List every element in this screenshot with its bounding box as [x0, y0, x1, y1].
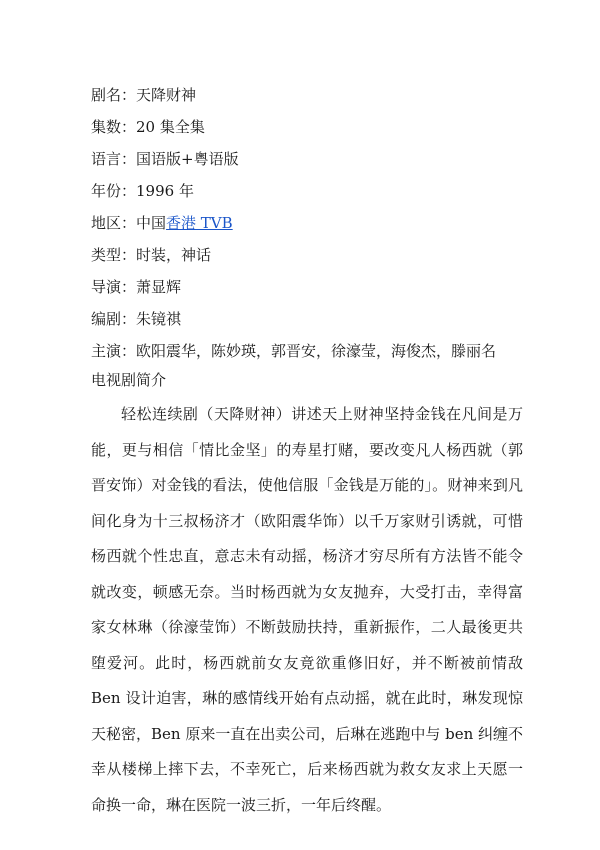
info-value: 国语版+粤语版	[136, 150, 239, 168]
synopsis-heading: 电视剧简介	[91, 371, 167, 389]
info-language-row	[91, 143, 561, 175]
info-value: 萧显辉	[136, 278, 182, 296]
info-value: 朱镜祺	[136, 310, 182, 328]
info-value: 1996 年	[136, 182, 194, 200]
info-cast-row	[91, 335, 561, 367]
info-label: 集数：	[91, 118, 137, 136]
region-link[interactable]: 香港 TVB	[166, 214, 233, 232]
info-value: 天降财神	[136, 86, 197, 104]
info-label: 导演：	[91, 278, 137, 296]
info-label: 主演：	[91, 342, 137, 360]
info-label: 语言：	[91, 150, 137, 168]
info-writer-row	[91, 303, 561, 335]
info-episodes-row	[91, 111, 561, 143]
synopsis-paragraph: 轻松连续剧（天降财神）讲述天上财神坚持金钱在凡间是万能，更与相信「情比金坚」的寿星打赌，要改变凡人杨西就（郭晋安饰）对金钱的看法，使他信服「金钱是万能的」。财神来到凡间化身为十三叔杨济才（欧阳震华饰）以千万家财引诱就，可惜杨西就个性忠直，意志未有动摇，杨济才穷尽所有方法皆不能令就改变，顿感无奈。当时杨西就为女友抛弃，大受打击，幸得富家女林琳（徐濠莹饰）不断鼓励扶持，重新振作，二人最後更共堕爱河。此时，杨西就前女友竟欲重修旧好，并不断被前情敌 Ben 设计迫害，琳的感情线开始有点动摇，就在此时，琳发现惊天秘密，Ben 原来一直在出卖公司，后琳在逃跑中与 ben 纠缠不幸从楼梯上摔下去，不幸死亡，后来杨西就为救女友求上天愿一命换一命，琳在医院一波三折，一年后终醒。	[91, 405, 524, 814]
info-label: 年份：	[91, 182, 137, 200]
info-genre-row	[91, 239, 561, 271]
info-title-row	[91, 79, 561, 111]
info-value: 中国	[136, 214, 167, 232]
info-value: 欧阳震华，陈妙瑛，郭晋安，徐濠莹，海俊杰，滕丽名	[136, 342, 497, 360]
info-value: 时装，神话	[136, 246, 212, 264]
info-label: 地区：	[91, 214, 137, 232]
info-value: 20 集全集	[136, 118, 205, 136]
drama-info-list	[91, 79, 561, 367]
info-region-row	[91, 207, 561, 239]
info-director-row	[91, 271, 561, 303]
info-label: 类型：	[91, 246, 137, 264]
info-label: 编剧：	[91, 310, 137, 328]
info-year-row	[91, 175, 561, 207]
info-label: 剧名：	[91, 86, 137, 104]
